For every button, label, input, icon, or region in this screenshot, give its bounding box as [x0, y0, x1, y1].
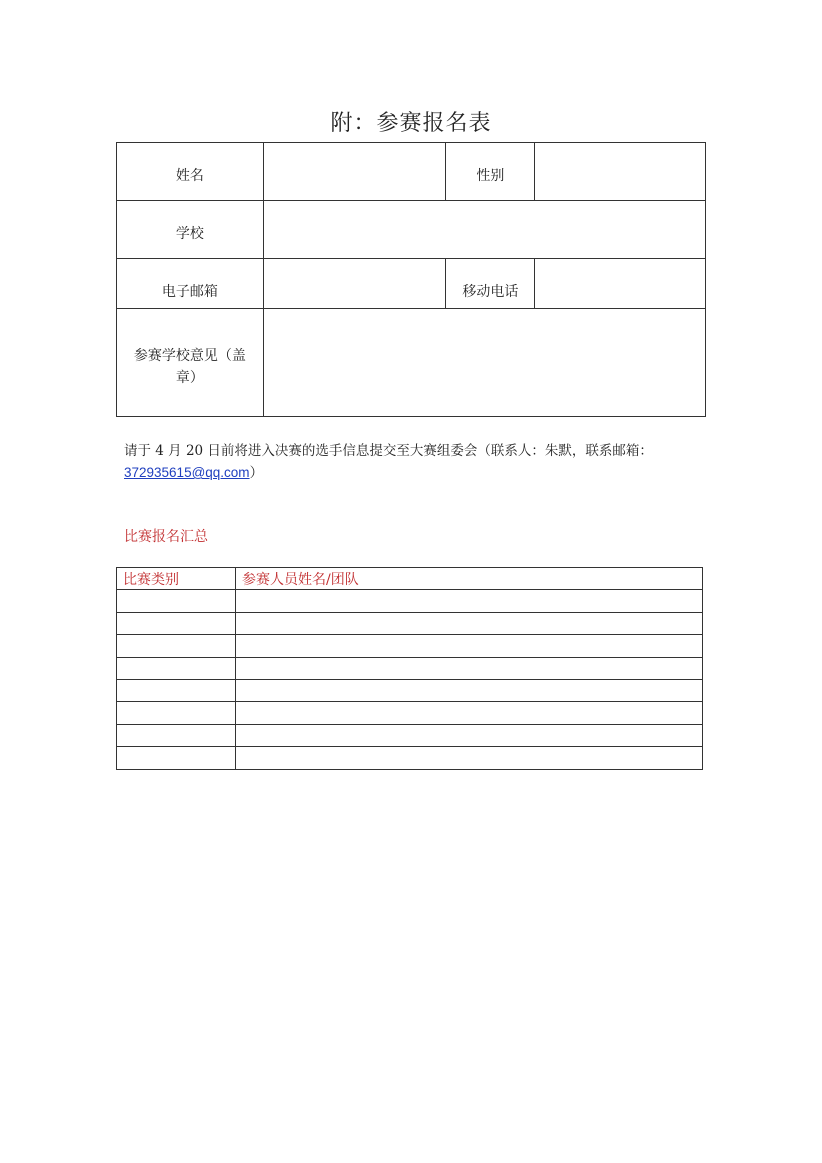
category-cell[interactable] [117, 612, 236, 634]
mobile-label: 移动电话 [446, 259, 535, 309]
table-row [117, 657, 703, 679]
note-suffix: ） [249, 465, 264, 481]
category-cell[interactable] [117, 724, 236, 746]
col-members-header: 参赛人员姓名/团队 [236, 568, 703, 590]
category-cell[interactable] [117, 635, 236, 657]
school-opinion-cell[interactable] [263, 309, 705, 417]
category-cell[interactable] [117, 679, 236, 701]
table-row [117, 702, 703, 724]
members-cell[interactable] [236, 612, 703, 634]
gender-label: 性别 [446, 143, 535, 201]
note-text: 请于 4 月 20 日前将进入决赛的选手信息提交至大赛组委会（联系人：朱默，联系邮箱： [124, 443, 653, 459]
members-cell[interactable] [236, 747, 703, 769]
category-cell[interactable] [117, 702, 236, 724]
members-cell[interactable] [236, 724, 703, 746]
category-cell[interactable] [117, 657, 236, 679]
summary-heading: 比赛报名汇总 [124, 529, 208, 545]
submission-note [124, 440, 704, 484]
name-label: 姓名 [117, 143, 264, 201]
summary-table [116, 567, 703, 770]
members-cell[interactable] [236, 679, 703, 701]
page-title: 附：参赛报名表 [330, 111, 492, 136]
school-label: 学校 [117, 201, 264, 259]
members-cell[interactable] [236, 590, 703, 612]
table-row [117, 612, 703, 634]
school-input-cell[interactable] [263, 201, 705, 259]
summary-header-row [117, 568, 703, 590]
members-cell[interactable] [236, 635, 703, 657]
table-row [117, 635, 703, 657]
name-input-cell[interactable] [263, 143, 446, 201]
school-opinion-label: 参赛学校意见（盖章） [117, 309, 264, 417]
contact-email-link[interactable]: 372935615@qq.com [124, 465, 250, 480]
table-row [117, 724, 703, 746]
table-row [117, 590, 703, 612]
mobile-input-cell[interactable] [535, 259, 706, 309]
table-row [117, 679, 703, 701]
gender-input-cell[interactable] [535, 143, 706, 201]
email-input-cell[interactable] [263, 259, 446, 309]
category-cell[interactable] [117, 590, 236, 612]
table-row [117, 747, 703, 769]
registration-form-table [116, 142, 706, 417]
members-cell[interactable] [236, 702, 703, 724]
col-category-header: 比赛类别 [117, 568, 236, 590]
members-cell[interactable] [236, 657, 703, 679]
category-cell[interactable] [117, 747, 236, 769]
email-label: 电子邮箱 [117, 259, 264, 309]
